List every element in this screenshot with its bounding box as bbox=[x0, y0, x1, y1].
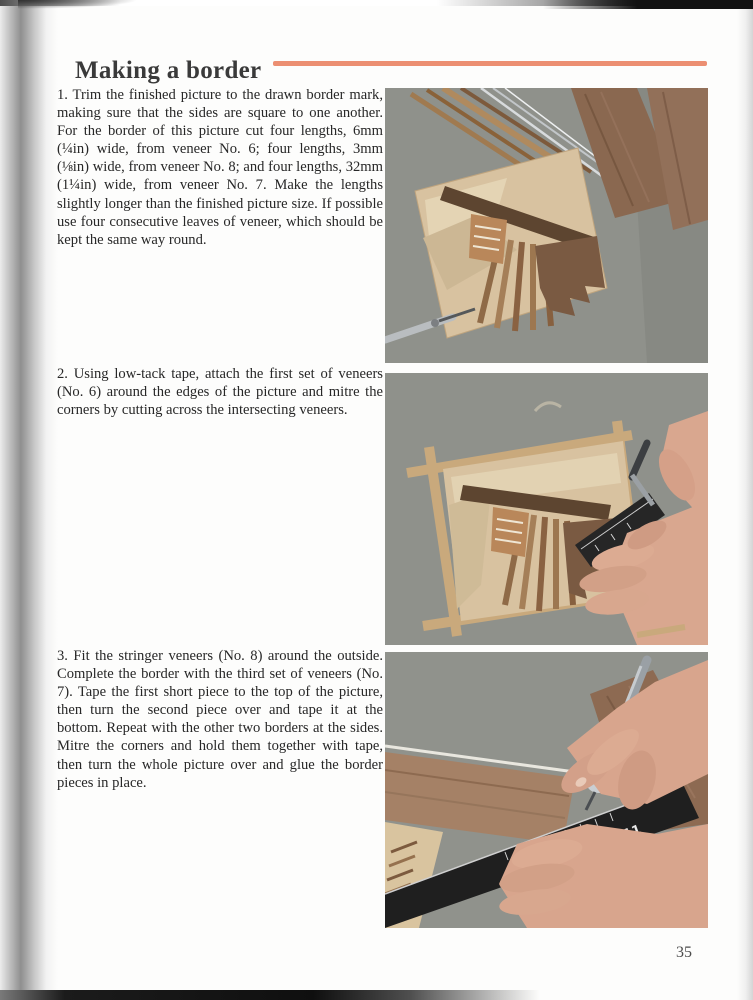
step-2-paragraph: 2. Using low-tack tape, attach the first set of veneers (No. 6) around the edges of the picture and mitre the corners by cutting across the intersecting veneers. bbox=[57, 366, 383, 419]
page-edge-right bbox=[737, 0, 753, 1000]
page-edge-top-left-shadow bbox=[18, 0, 138, 9]
page-edge-bottom bbox=[0, 990, 540, 1000]
photo-step-3 bbox=[385, 652, 708, 928]
page-number: 35 bbox=[676, 944, 692, 961]
step-3-paragraph: 3. Fit the stringer veneers (No. 8) around the outside. Complete the border with the third set of veneers (No. 7). Tape the first short piece to the top of the picture, then turn the second piece over and tape it at the bottom. Repeat with the other two borders at the sides. Mitre the corners and hold them together with tape, then turn the whole picture over and glue the border pieces in place. bbox=[57, 648, 383, 791]
picture-cart bbox=[491, 507, 529, 557]
photo-step-1 bbox=[385, 88, 708, 363]
page-edge-left bbox=[0, 0, 58, 1000]
photo-step-2 bbox=[385, 373, 708, 645]
step-1-paragraph: 1. Trim the finished picture to the drawn border mark, making sure that the sides are square to one another. For the border of this picture cut four lengths, 6mm (¼in) wide, from veneer No. 6; four lengths, 3mm (⅛in) wide, from veneer No. 8; and four lengths, 32mm (1¼in) wide, from veneer No. 7. Make the lengths slightly longer than the finished picture size. If possible use four consecutive leaves of veneer, which should be kept the same way round. bbox=[57, 87, 383, 248]
title-accent-rule bbox=[273, 61, 707, 66]
page-edge-top-right-shadow bbox=[543, 0, 753, 9]
picture-cart bbox=[469, 214, 507, 264]
page-title: Making a border bbox=[75, 56, 262, 84]
